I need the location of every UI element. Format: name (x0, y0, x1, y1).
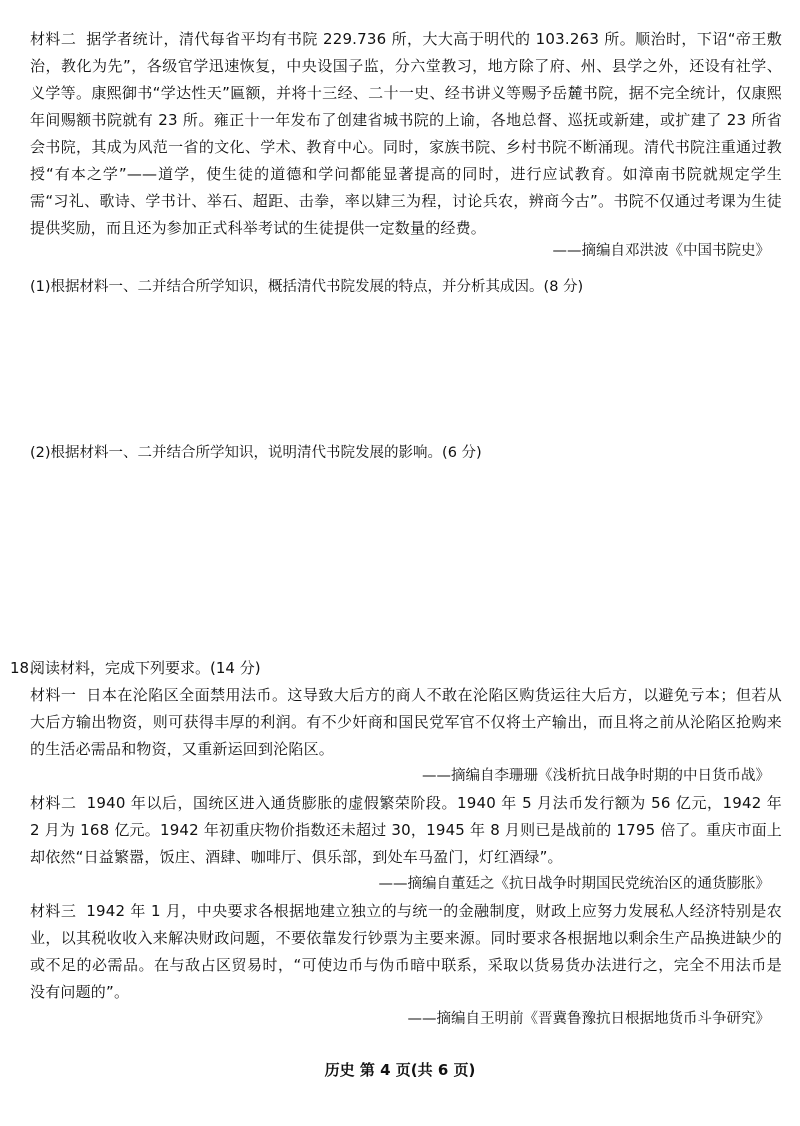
s18-material3-text: 1942 年 1 月，中央要求各根据地建立独立的与统一的金融制度，财政上应努力发展私人经济特别是农业，以其税收收入来解决财政问题，不要依靠发行钞票为主要来源。同时要求各根据地以剩余生产品换进缺少的或不足的必需品。在与敌占区贸易时，“可使边币与伪币暗中联系，采取以货易货办法进行之，完全不用法币是没有问题的”。 (30, 902, 782, 1001)
s17-material2-source: ——摘编自邓洪波《中国书院史》 (552, 243, 770, 259)
s18-material2-paragraph (30, 790, 782, 871)
s17-material2-text: 据学者统计，清代每省平均有书院 229.736 所，大大高于明代的 103.263 所。顺治时，下诏“帝王敷治，教化为先”，各级官学迅速恢复，中央设国子监，分六堂教习，地方除了府、州、县学之外，还设有社学、义学等。康熙御书“学达性天”匾额，并将十三经、二十一史、经书讲义等赐予岳麓书院，据不完全统计，仅康熙年间赐额书院就有 23 所。雍正十一年发布了创建省城书院的上谕，各地总督、巡抚或新建，或扩建了 23 所省会书院，其成为风范一省的文化、学术、教育中心。同时，家族书院、乡村书院不断涌现。清代书院注重通过教授“有本之学”——道学，使生徒的道德和学问都能显著提高的同时，进行应试教育。如漳南书院就规定学生需“习礼、歌诗、学书计、举石、超距、击拳，率以肄三为程，讨论兵农，辨商今古”。书院不仅通过考课为生徒提供奖励，而且还为参加正式科举考试的生徒提供一定数量的经费。 (30, 30, 782, 237)
s17-material2-paragraph (30, 26, 782, 242)
s17-material2-label: 材料二 (30, 30, 77, 48)
s18-material2-text: 1940 年以后，国统区进入通货膨胀的虚假繁荣阶段。1940 年 5 月法币发行额为 56 亿元，1942 年 2 月为 168 亿元。1942 年初重庆物价指数还未超过 30，1945 年 8 月则已是战前的 1795 倍了。重庆市面上却依然“日益繁嚣，饭庄、酒肆、咖啡厅、俱乐部，到处车马盈门，灯红酒绿”。 (30, 794, 782, 866)
s18-material1-paragraph (30, 682, 782, 763)
s18-number: 18. (10, 659, 34, 677)
s18-material1-source: ——摘编自李珊珊《浅析抗日战争时期的中日货币战》 (422, 768, 770, 784)
s18-material1-text: 日本在沦陷区全面禁用法币。这导致大后方的商人不敢在沦陷区购货运往大后方，以避免亏本；但若从大后方输出物资，则可获得丰厚的利润。有不少奸商和国民党军官不仅将土产输出，而且将之前从沦陷区抢购来的生活必需品和物资，又重新运回到沦陷区。 (30, 686, 782, 758)
s18-material1-label: 材料一 (30, 686, 77, 704)
s18-material3-label: 材料三 (30, 902, 77, 920)
s17-question-2: (2)根据材料一、二并结合所学知识，说明清代书院发展的影响。(6 分) (30, 445, 482, 461)
s17-question-1: (1)根据材料一、二并结合所学知识，概括清代书院发展的特点，并分析其成因。(8 分) (30, 279, 584, 295)
page-footer: 历史 第 4 页(共 6 页) (324, 1061, 476, 1079)
s18-material2-source: ——摘编自董廷之《抗日战争时期国民党统治区的通货膨胀》 (378, 876, 770, 892)
s18-material3-paragraph (30, 898, 782, 1006)
s18-material3-source: ——摘编自王明前《晋冀鲁豫抗日根据地货币斗争研究》 (407, 1011, 770, 1027)
s18-material2-label: 材料二 (30, 794, 77, 812)
s18-title: 阅读材料，完成下列要求。(14 分) (30, 659, 261, 677)
